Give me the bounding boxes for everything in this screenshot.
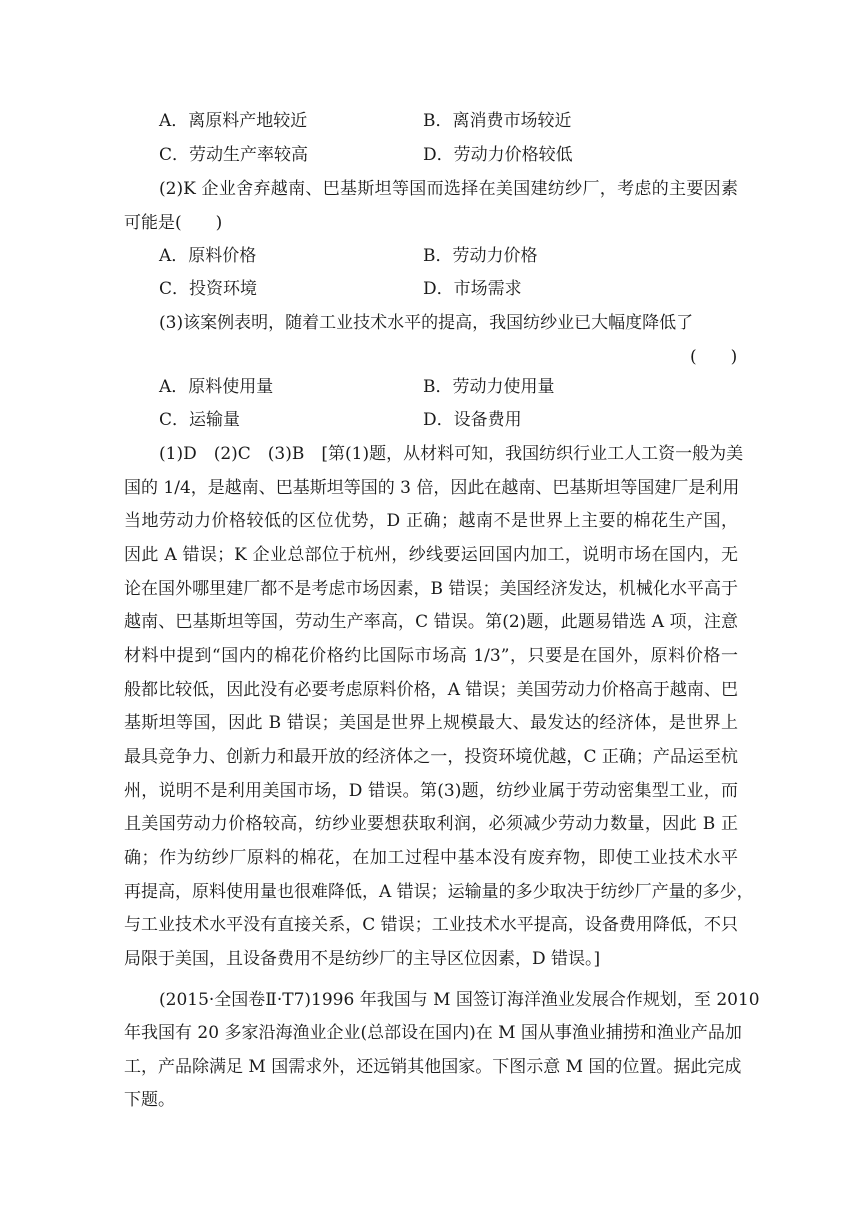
q1-options-row-2 xyxy=(159,140,759,166)
answer-line: 因此 A 错误；K 企业总部位于杭州，纱线要运回国内加工，说明市场在国内，无 xyxy=(124,545,738,565)
answer-line: 州，说明不是利用美国市场，D 错误。第(3)题，纺纱业属于劳动密集型工业，而 xyxy=(124,781,738,801)
answer-line: 与工业技术水平没有直接关系，C 错误；工业技术水平提高，设备费用降低，不只 xyxy=(124,915,738,935)
q2-option-b[interactable]: B．劳动力价格 xyxy=(423,246,538,266)
answer-line: 论在国外哪里建厂都不是考虑市场因素，B 错误；美国经济发达，机械化水平高于 xyxy=(124,579,738,599)
answer-line: 材料中提到“国内的棉花价格约比国际市场高 1/3”，只要是在国外，原料价格一 xyxy=(124,646,738,666)
q2-options-row-1 xyxy=(159,241,759,267)
q3-option-c[interactable]: C．运输量 xyxy=(159,410,241,430)
intro-line: (2015·全国卷Ⅱ·T7)1996 年我国与 M 国签订海洋渔业发展合作规划，至 2010 xyxy=(159,990,760,1010)
answer-line: 当地劳动力价格较低的区位优势，D 正确；越南不是世界上主要的棉花生产国， xyxy=(124,511,738,531)
q3-option-b[interactable]: B．劳动力使用量 xyxy=(423,377,555,397)
answer-line: 国的 1/4，是越南、巴基斯坦等国的 3 倍，因此在越南、巴基斯坦等国建厂是利用 xyxy=(124,478,740,498)
q3-options-row-1 xyxy=(159,372,759,398)
intro-line: 下题。 xyxy=(124,1090,175,1110)
q3-option-d[interactable]: D．设备费用 xyxy=(423,410,522,430)
q3-option-a[interactable]: A．原料使用量 xyxy=(159,377,274,397)
q2-option-c[interactable]: C．投资环境 xyxy=(159,279,258,299)
q2-stem-line-1: (2)K 企业舍弃越南、巴基斯坦等国而选择在美国建纺纱厂，考虑的主要因素 xyxy=(159,179,738,199)
answer-line: 局限于美国，且设备费用不是纺纱厂的主导区位因素，D 错误。] xyxy=(124,949,601,969)
answer-line: 且美国劳动力价格较高，纺纱业要想获取利润，必须减少劳动力数量，因此 B 正 xyxy=(124,814,738,834)
q1-option-b[interactable]: B．离消费市场较近 xyxy=(423,111,572,131)
answer-line: 再提高，原料使用量也很难降低，A 错误；运输量的多少取决于纺纱厂产量的多少， xyxy=(124,882,754,902)
intro-line: 工，产品除满足 M 国需求外，还远销其他国家。下图示意 M 国的位置。据此完成 xyxy=(124,1057,742,1077)
q3-answer-blank: ( ) xyxy=(690,347,738,367)
q2-option-d[interactable]: D．市场需求 xyxy=(423,279,522,299)
q2-options-row-2 xyxy=(159,274,759,300)
answer-line: 越南、巴基斯坦等国，劳动生产率高，C 错误。第(2)题，此题易错选 A 项，注意 xyxy=(124,612,738,632)
q3-stem-line-1: (3)该案例表明，随着工业技术水平的提高，我国纺纱业已大幅度降低了 xyxy=(159,313,694,333)
q1-options-row-1 xyxy=(159,106,759,132)
answer-line: 基斯坦等国，因此 B 错误；美国是世界上规模最大、最发达的经济体，是世界上 xyxy=(124,713,738,733)
q3-options-row-2 xyxy=(159,405,759,431)
answer-line: 最具竞争力、创新力和最开放的经济体之一，投资环境优越，C 正确；产品运至杭 xyxy=(124,747,738,767)
answer-line: 确；作为纺纱厂原料的棉花，在加工过程中基本没有废弃物，即使工业技术水平 xyxy=(124,848,738,868)
q1-option-c[interactable]: C．劳动生产率较高 xyxy=(159,145,309,165)
q1-option-d[interactable]: D．劳动力价格较低 xyxy=(423,145,573,165)
answer-line: 般都比较低，因此没有必要考虑原料价格，A 错误；美国劳动力价格高于越南、巴 xyxy=(124,680,738,700)
q2-option-a[interactable]: A．原料价格 xyxy=(159,246,257,266)
answer-line: (1)D (2)C (3)B [第(1)题，从材料可知，我国纺织行业工人工资一般为美 xyxy=(159,444,744,464)
q1-option-a[interactable]: A．离原料产地较近 xyxy=(159,111,308,131)
q2-stem-line-2: 可能是( ) xyxy=(124,213,223,233)
intro-line: 年我国有 20 多家沿海渔业企业(总部设在国内)在 M 国从事渔业捕捞和渔业产品加 xyxy=(124,1023,742,1043)
